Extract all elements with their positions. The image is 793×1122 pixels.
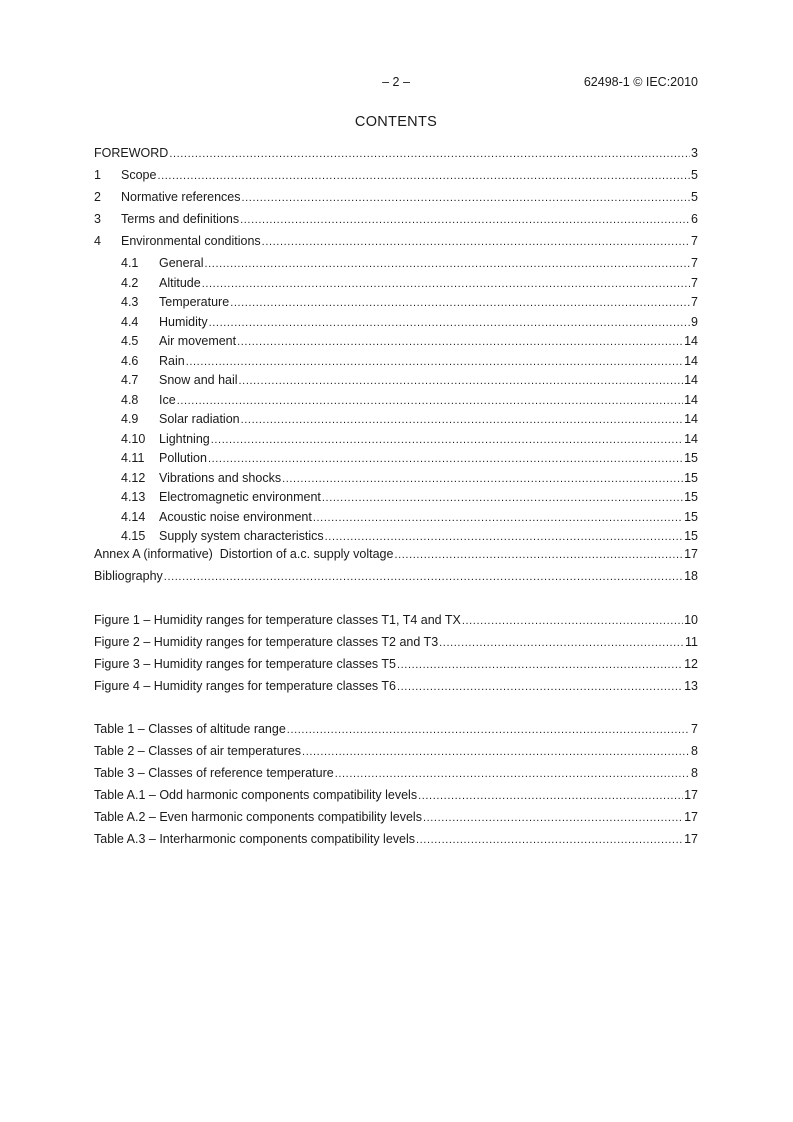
toc-entry-annex[interactable] bbox=[94, 546, 698, 563]
leader-dots bbox=[262, 233, 690, 250]
toc-entry-page: 6 bbox=[691, 212, 698, 226]
toc-entry-number: 4 bbox=[94, 234, 101, 248]
toc-subentry[interactable] bbox=[121, 489, 698, 506]
table-entry-text: Table 2 – Classes of air temperatures bbox=[94, 744, 302, 758]
table-list-entry[interactable] bbox=[94, 809, 698, 826]
leader-dots bbox=[462, 612, 683, 629]
leader-dots bbox=[241, 411, 683, 428]
leader-dots bbox=[322, 489, 683, 506]
toc-entry-text: Solar radiation bbox=[159, 412, 240, 426]
toc-entry-text: General bbox=[159, 256, 204, 270]
toc-entry-page: 5 bbox=[691, 168, 698, 182]
toc-entry-number: 4.1 bbox=[121, 256, 139, 270]
toc-entry-text: Bibliography bbox=[94, 569, 163, 583]
toc-entry-page: 7 bbox=[691, 256, 698, 270]
toc-subentry[interactable] bbox=[121, 255, 698, 272]
toc-entry-number: 4.8 bbox=[121, 392, 139, 407]
toc-entry-page: 14 bbox=[684, 334, 698, 348]
toc-entry-number: 4.7 bbox=[121, 373, 139, 387]
table-list-entry[interactable] bbox=[94, 831, 698, 848]
leader-dots bbox=[397, 678, 683, 695]
page-number: – 2 – bbox=[382, 75, 410, 89]
leader-dots bbox=[423, 809, 683, 826]
toc-entry-page: 15 bbox=[684, 529, 698, 543]
table-entry-text: Table 1 – Classes of altitude range bbox=[94, 722, 286, 736]
toc-entry-page: 14 bbox=[684, 412, 698, 426]
toc-entry-number: 4.13 bbox=[121, 490, 146, 504]
toc-subentry[interactable] bbox=[121, 470, 698, 487]
toc-subentry[interactable] bbox=[121, 333, 698, 350]
toc-entry-text: Normative references bbox=[121, 190, 241, 204]
document-id: 62498-1 © IEC:2010 bbox=[583, 75, 698, 89]
toc-entry-text: Altitude bbox=[159, 275, 201, 290]
leader-dots bbox=[204, 255, 690, 272]
toc-entry-text: Snow and hail bbox=[159, 373, 238, 387]
toc-entry-text: Temperature bbox=[159, 295, 230, 309]
figure-entry-text: Figure 2 – Humidity ranges for temperature classes T2 and T3 bbox=[94, 635, 439, 649]
toc-subentry[interactable] bbox=[121, 509, 698, 526]
toc-entry-text: Environmental conditions bbox=[121, 234, 261, 248]
toc-entry-text: Terms and definitions bbox=[121, 212, 240, 226]
table-entry-text: Table 3 – Classes of reference temperature bbox=[94, 766, 334, 780]
figure-entry-page: 10 bbox=[684, 613, 698, 627]
toc-subentry[interactable] bbox=[121, 353, 698, 370]
toc-entry-number: 4.10 bbox=[121, 431, 146, 446]
toc-entry-number: 4.12 bbox=[121, 470, 146, 485]
toc-subentry[interactable] bbox=[121, 528, 698, 545]
toc-entry-text: Annex A (informative) Distortion of a.c. supply voltage bbox=[94, 547, 394, 561]
toc-entry-text: Vibrations and shocks bbox=[159, 470, 282, 485]
figure-list-entry[interactable] bbox=[94, 656, 698, 673]
toc-entry-page: 14 bbox=[684, 353, 698, 368]
leader-dots bbox=[325, 528, 683, 545]
leader-dots bbox=[208, 450, 683, 467]
toc-entry[interactable] bbox=[94, 167, 698, 184]
leader-dots bbox=[230, 294, 690, 311]
toc-subentry[interactable] bbox=[121, 431, 698, 448]
leader-dots bbox=[157, 167, 690, 184]
toc-entry-page: 18 bbox=[684, 569, 698, 583]
toc-entry-text: FOREWORD bbox=[94, 146, 169, 160]
table-entry-text: Table A.3 – Interharmonic components compatibility levels bbox=[94, 832, 415, 846]
leader-dots bbox=[302, 743, 690, 760]
toc-entry-text: Scope bbox=[121, 168, 157, 182]
toc-entry[interactable] bbox=[94, 233, 698, 250]
table-entry-page: 17 bbox=[684, 788, 698, 802]
toc-entry-text: Rain bbox=[159, 353, 185, 368]
toc-entry-page: 14 bbox=[684, 373, 698, 387]
figure-list-entry[interactable] bbox=[94, 678, 698, 695]
toc-entry-page: 15 bbox=[684, 451, 698, 465]
leader-dots bbox=[209, 314, 690, 331]
toc-entry-page: 15 bbox=[684, 509, 698, 524]
leader-dots bbox=[397, 656, 683, 673]
page-header bbox=[94, 75, 698, 93]
toc-entry-number: 4.2 bbox=[121, 275, 139, 290]
toc-entry-text: Air movement bbox=[159, 334, 237, 348]
leader-dots bbox=[287, 721, 690, 738]
table-list-entry[interactable] bbox=[94, 721, 698, 738]
toc-entry-page: 15 bbox=[684, 490, 698, 504]
toc-entry-number: 4.15 bbox=[121, 529, 146, 543]
leader-dots bbox=[282, 470, 683, 487]
table-entry-page: 8 bbox=[691, 766, 698, 780]
figure-entry-text: Figure 4 – Humidity ranges for temperature classes T6 bbox=[94, 679, 396, 693]
toc-entry-number: 3 bbox=[94, 212, 101, 226]
leader-dots bbox=[211, 431, 683, 448]
table-entry-page: 8 bbox=[691, 744, 698, 758]
table-list-entry[interactable] bbox=[94, 743, 698, 760]
toc-entry-page: 7 bbox=[691, 275, 698, 290]
figure-list-entry[interactable] bbox=[94, 634, 698, 651]
table-list-entry[interactable] bbox=[94, 765, 698, 782]
toc-entry-text: Lightning bbox=[159, 431, 210, 446]
toc-entry-number: 1 bbox=[94, 168, 101, 182]
toc-entry-number: 4.11 bbox=[121, 451, 145, 465]
toc-entry-page: 5 bbox=[691, 190, 698, 204]
leader-dots bbox=[242, 189, 691, 206]
toc-entry-page: 14 bbox=[684, 431, 698, 446]
figure-list-entry[interactable] bbox=[94, 612, 698, 629]
toc-entry-page: 7 bbox=[691, 295, 698, 309]
leader-dots bbox=[239, 372, 684, 389]
leader-dots bbox=[169, 145, 690, 162]
toc-entry-page: 9 bbox=[691, 314, 698, 329]
contents-title: CONTENTS bbox=[354, 114, 438, 130]
figure-entry-text: Figure 1 – Humidity ranges for temperature classes T1, T4 and TX bbox=[94, 613, 461, 627]
toc-entry[interactable] bbox=[94, 145, 698, 162]
toc-subentry[interactable] bbox=[121, 372, 698, 389]
figure-entry-page: 11 bbox=[685, 635, 698, 649]
toc-entry-text: Ice bbox=[159, 392, 176, 407]
table-entry-page: 7 bbox=[691, 722, 698, 736]
toc-entry-number: 4.6 bbox=[121, 353, 139, 368]
toc-subentry[interactable] bbox=[121, 314, 698, 331]
toc-entry-text: Electromagnetic environment bbox=[159, 490, 321, 504]
table-list-entry[interactable] bbox=[94, 787, 698, 804]
table-entry-page: 17 bbox=[684, 810, 698, 824]
leader-dots bbox=[416, 831, 683, 848]
toc-entry-number: 4.5 bbox=[121, 334, 139, 348]
figure-entry-page: 13 bbox=[684, 679, 698, 693]
toc-entry-page: 15 bbox=[684, 470, 698, 485]
toc-entry-page: 3 bbox=[691, 146, 698, 160]
toc-subentry[interactable] bbox=[121, 294, 698, 311]
toc-entry-page: 7 bbox=[691, 234, 698, 248]
toc-entry-number: 4.9 bbox=[121, 412, 139, 426]
toc-entry-number: 2 bbox=[94, 190, 101, 204]
toc-entry-text: Supply system characteristics bbox=[159, 529, 324, 543]
toc-entry-bibliography[interactable] bbox=[94, 568, 698, 585]
leader-dots bbox=[177, 392, 683, 409]
toc-entry-text: Humidity bbox=[159, 314, 208, 329]
toc-entry-number: 4.14 bbox=[121, 509, 146, 524]
table-entry-page: 17 bbox=[684, 832, 698, 846]
leader-dots bbox=[313, 509, 683, 526]
toc-subentry[interactable] bbox=[121, 411, 698, 428]
leader-dots bbox=[418, 787, 683, 804]
figure-entry-page: 12 bbox=[684, 657, 698, 671]
table-entry-text: Table A.1 – Odd harmonic components compatibility levels bbox=[94, 788, 418, 802]
toc-subentry[interactable] bbox=[121, 450, 698, 467]
toc-subentry[interactable] bbox=[121, 275, 698, 292]
leader-dots bbox=[394, 546, 683, 563]
leader-dots bbox=[202, 275, 690, 292]
toc-entry[interactable] bbox=[94, 189, 698, 206]
toc-entry-page: 14 bbox=[684, 392, 698, 407]
toc-entry[interactable] bbox=[94, 211, 698, 228]
table-entry-text: Table A.2 – Even harmonic components compatibility levels bbox=[94, 810, 422, 824]
toc-entry-text: Acoustic noise environment bbox=[159, 509, 312, 524]
toc-entry-text: Pollution bbox=[159, 451, 207, 465]
figure-entry-text: Figure 3 – Humidity ranges for temperature classes T5 bbox=[94, 657, 396, 671]
toc-entry-number: 4.3 bbox=[121, 295, 139, 309]
toc-entry-number: 4.4 bbox=[121, 314, 139, 329]
leader-dots bbox=[237, 333, 683, 350]
toc-subentry[interactable] bbox=[121, 392, 698, 409]
leader-dots bbox=[240, 211, 690, 228]
leader-dots bbox=[439, 634, 684, 651]
leader-dots bbox=[186, 353, 683, 370]
toc-entry-page: 17 bbox=[684, 547, 698, 561]
leader-dots bbox=[335, 765, 690, 782]
leader-dots bbox=[164, 568, 683, 585]
